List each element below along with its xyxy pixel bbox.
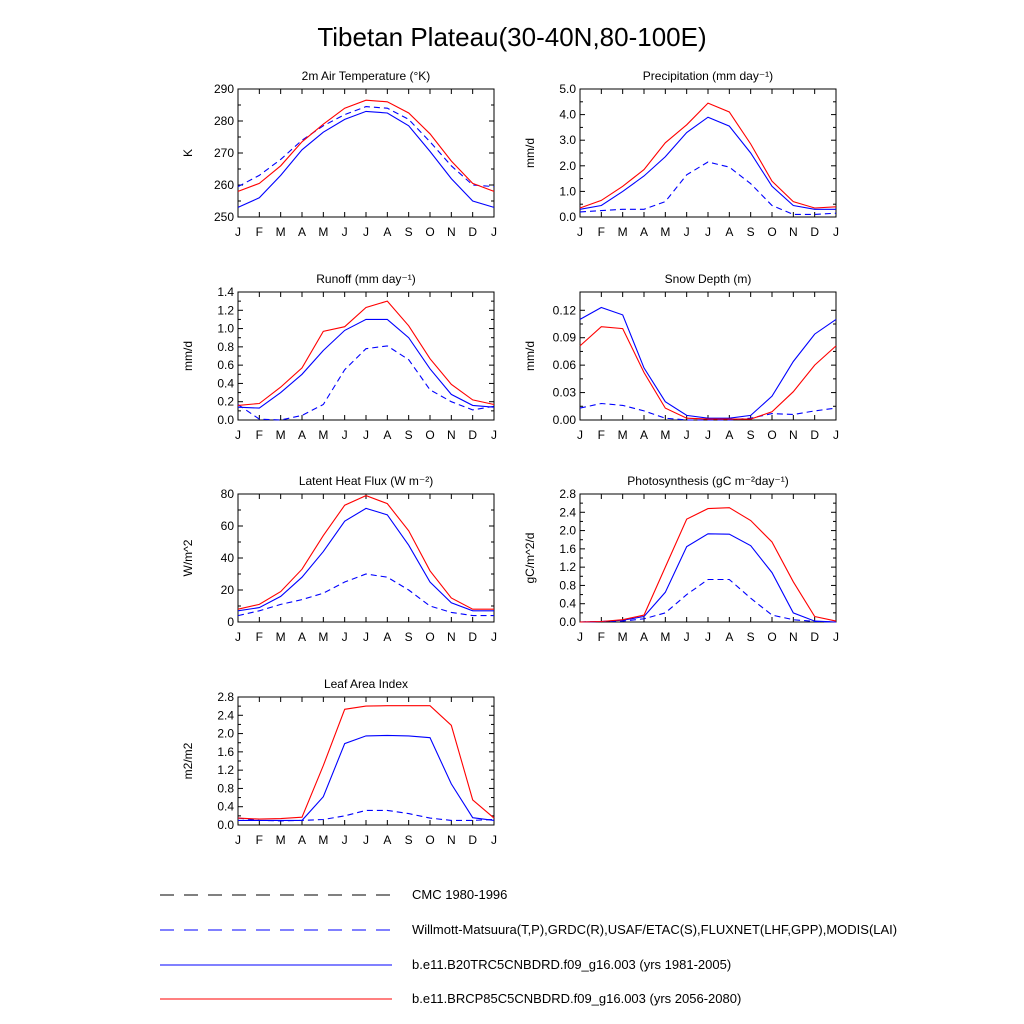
x-tick-label: S xyxy=(404,225,413,239)
y-tick-label: 1.2 xyxy=(559,560,576,575)
panel-snow-depth xyxy=(523,272,839,442)
x-tick-label: F xyxy=(255,225,264,239)
panel-runoff xyxy=(181,272,497,442)
x-tick-label: O xyxy=(425,833,435,847)
x-tick-label: S xyxy=(404,428,413,442)
x-tick-label: M xyxy=(617,630,628,644)
x-tick-label: J xyxy=(683,428,690,442)
x-tick-label: J xyxy=(491,630,497,644)
x-tick-label: O xyxy=(767,630,777,644)
x-tick-label: J xyxy=(363,630,369,644)
y-tick-label: 1.6 xyxy=(559,541,576,556)
y-tick-label: 0.12 xyxy=(552,303,576,318)
y-tick-label: 1.2 xyxy=(217,303,234,318)
x-tick-label: J xyxy=(363,225,369,239)
x-tick-label: D xyxy=(468,225,478,239)
x-tick-label: J xyxy=(705,630,711,644)
panel-latent-heat-flux xyxy=(181,474,497,644)
x-tick-label: A xyxy=(297,833,307,847)
legend-label: b.e11.BRCP85C5CNBDRD.f09_g16.003 (yrs 2056-2080) xyxy=(412,991,742,1006)
x-tick-label: A xyxy=(725,630,734,644)
x-tick-label: N xyxy=(446,833,456,847)
y-tick-label: 0.09 xyxy=(552,330,576,345)
series-line xyxy=(238,346,494,420)
series-line xyxy=(238,111,494,207)
panel-title xyxy=(316,272,415,286)
y-tick-label: 2.0 xyxy=(559,523,576,538)
x-tick-label: J xyxy=(363,428,369,442)
series-line xyxy=(580,534,836,622)
y-tick-label: 5.0 xyxy=(559,82,576,96)
y-tick-label: 0.8 xyxy=(217,781,234,796)
legend-label: Willmott-Matsuura(T,P),GRDC(R),USAF/ETAC(S),FLUXNET(LHF,GPP),MODIS(LAI) xyxy=(412,922,898,937)
series-line xyxy=(238,496,494,610)
panel-title xyxy=(324,677,408,691)
x-tick-label: A xyxy=(383,630,392,644)
y-tick-label: 2.8 xyxy=(559,487,576,501)
panel-title-text: Precipitation xyxy=(642,69,709,83)
legend-label: CMC 1980-1996 xyxy=(412,887,508,902)
x-tick-label: M xyxy=(660,630,671,644)
y-tick-label: 0.2 xyxy=(217,394,234,409)
x-tick-label: D xyxy=(468,428,478,442)
x-tick-label: A xyxy=(297,630,307,644)
panel-title xyxy=(627,474,788,488)
x-tick-label: D xyxy=(810,428,820,442)
y-tick-label: 60 xyxy=(220,519,234,533)
panel-title-unit: (mm day⁻¹) xyxy=(708,69,774,83)
x-tick-label: S xyxy=(404,833,413,847)
x-tick-label: M xyxy=(318,225,329,239)
y-tick-label: 80 xyxy=(220,487,234,501)
x-tick-label: J xyxy=(683,630,690,644)
y-tick-label: 0.03 xyxy=(552,385,576,400)
x-tick-label: M xyxy=(660,428,671,442)
panel-title-text: Latent Heat Flux xyxy=(298,474,387,488)
y-tick-label: 4.0 xyxy=(559,107,576,122)
x-tick-label: D xyxy=(810,630,820,644)
x-tick-label: F xyxy=(255,428,264,442)
x-tick-label: J xyxy=(491,428,497,442)
x-tick-label: J xyxy=(833,225,839,239)
plot-frame xyxy=(580,89,836,217)
y-tick-label: 1.4 xyxy=(217,285,234,299)
x-tick-label: N xyxy=(446,225,456,239)
series-line xyxy=(580,308,836,419)
x-tick-label: M xyxy=(275,428,286,442)
y-tick-label: 2.8 xyxy=(217,690,234,704)
x-tick-label: J xyxy=(363,833,369,847)
series-line xyxy=(580,327,836,419)
x-tick-label: S xyxy=(746,225,755,239)
panel-title-unit: (m) xyxy=(730,272,752,286)
x-tick-label: A xyxy=(725,225,734,239)
panel-title xyxy=(299,474,433,488)
x-tick-label: O xyxy=(425,225,435,239)
y-tick-label: 0.0 xyxy=(217,413,234,427)
x-tick-label: M xyxy=(617,428,628,442)
series-line xyxy=(238,706,494,819)
x-tick-label: N xyxy=(788,630,798,644)
panel-title-unit: (°K) xyxy=(406,69,431,83)
x-tick-label: O xyxy=(767,225,777,239)
y-tick-label: 1.0 xyxy=(559,184,576,199)
x-tick-label: A xyxy=(297,225,307,239)
series-line xyxy=(238,107,494,187)
panel-photosynthesis xyxy=(523,474,839,644)
y-tick-label: 1.6 xyxy=(217,744,234,759)
y-axis-label: mm/d xyxy=(523,341,537,371)
x-tick-label: N xyxy=(446,428,456,442)
y-tick-label: 280 xyxy=(213,114,234,128)
panel-precipitation xyxy=(523,69,839,239)
x-tick-label: F xyxy=(255,630,264,644)
x-tick-label: M xyxy=(318,428,329,442)
x-tick-label: A xyxy=(639,428,649,442)
y-tick-label: 2.4 xyxy=(559,505,576,520)
x-tick-label: J xyxy=(341,225,348,239)
y-tick-label: 2.0 xyxy=(217,726,234,741)
legend-item xyxy=(160,957,731,972)
x-tick-label: J xyxy=(833,630,839,644)
y-tick-label: 0.8 xyxy=(559,578,576,593)
y-tick-label: 0.0 xyxy=(559,210,576,224)
figure-title: Tibetan Plateau(30-40N,80-100E) xyxy=(317,22,707,52)
x-tick-label: J xyxy=(235,428,241,442)
x-tick-label: S xyxy=(746,630,755,644)
x-tick-label: J xyxy=(577,428,583,442)
x-tick-label: A xyxy=(383,225,392,239)
x-tick-label: J xyxy=(491,225,497,239)
series-line xyxy=(580,103,836,208)
x-tick-label: N xyxy=(788,428,798,442)
x-tick-label: S xyxy=(746,428,755,442)
series-line xyxy=(238,301,494,405)
series-line xyxy=(238,508,494,610)
x-tick-label: F xyxy=(255,833,264,847)
x-tick-label: A xyxy=(383,428,392,442)
x-tick-label: J xyxy=(341,833,348,847)
panel-2m-air-temperature xyxy=(181,69,497,239)
plot-frame xyxy=(238,697,494,825)
legend-item xyxy=(160,991,741,1006)
x-tick-label: J xyxy=(235,833,241,847)
y-tick-label: 0.00 xyxy=(552,413,576,427)
legend xyxy=(160,887,897,1006)
x-tick-label: J xyxy=(341,630,348,644)
y-tick-label: 40 xyxy=(220,551,234,565)
y-tick-label: 0.4 xyxy=(559,596,576,611)
y-tick-label: 0.0 xyxy=(217,818,234,832)
y-tick-label: 270 xyxy=(213,146,234,160)
y-tick-label: 2.0 xyxy=(559,158,576,173)
x-tick-label: A xyxy=(297,428,307,442)
legend-item xyxy=(160,887,507,902)
y-tick-label: 250 xyxy=(213,210,234,224)
plot-frame xyxy=(238,89,494,217)
series-line xyxy=(580,508,836,622)
panel-leaf-area-index xyxy=(181,677,497,847)
panel-title-text: 2m Air Temperature xyxy=(301,69,407,83)
y-tick-label: 2.4 xyxy=(217,708,234,723)
x-tick-label: J xyxy=(833,428,839,442)
x-tick-label: O xyxy=(425,630,435,644)
x-tick-label: M xyxy=(318,833,329,847)
x-tick-label: A xyxy=(383,833,392,847)
x-tick-label: J xyxy=(577,225,583,239)
panel-title-unit: (gC m⁻²day⁻¹) xyxy=(708,474,789,488)
series-line xyxy=(580,580,836,623)
x-tick-label: D xyxy=(810,225,820,239)
x-tick-label: J xyxy=(341,428,348,442)
y-tick-label: 1.0 xyxy=(217,321,234,336)
x-tick-label: A xyxy=(639,630,649,644)
x-tick-label: S xyxy=(404,630,413,644)
x-tick-label: J xyxy=(705,225,711,239)
y-tick-label: 0.8 xyxy=(217,339,234,354)
x-tick-label: M xyxy=(617,225,628,239)
panel-title-text: Photosynthesis xyxy=(627,474,709,488)
x-tick-label: A xyxy=(725,428,734,442)
panel-title xyxy=(302,69,431,83)
legend-item xyxy=(160,922,897,937)
panel-title-text: Snow Depth xyxy=(664,272,731,286)
x-tick-label: A xyxy=(639,225,649,239)
y-axis-label: mm/d xyxy=(523,138,537,168)
x-tick-label: J xyxy=(491,833,497,847)
x-tick-label: D xyxy=(468,833,478,847)
y-axis-label: m2/m2 xyxy=(181,742,195,780)
x-tick-label: O xyxy=(425,428,435,442)
x-tick-label: J xyxy=(235,630,241,644)
y-axis-label: W/m^2 xyxy=(181,539,195,577)
y-axis-label: K xyxy=(181,148,195,158)
y-tick-label: 260 xyxy=(213,178,234,192)
x-tick-label: M xyxy=(275,630,286,644)
x-tick-label: M xyxy=(660,225,671,239)
y-tick-label: 0.4 xyxy=(217,376,234,391)
x-tick-label: J xyxy=(705,428,711,442)
x-tick-label: D xyxy=(468,630,478,644)
plot-frame xyxy=(238,494,494,622)
plot-frame xyxy=(238,292,494,420)
panel-title-text: Leaf Area Index xyxy=(323,677,409,691)
y-tick-label: 3.0 xyxy=(559,133,576,148)
panel-title-text: Runoff xyxy=(316,272,352,286)
x-tick-label: O xyxy=(767,428,777,442)
panel-title xyxy=(665,272,752,286)
y-tick-label: 1.2 xyxy=(217,763,234,778)
y-axis-label: gC/m^2/d xyxy=(523,532,537,584)
series-line xyxy=(238,319,494,408)
x-tick-label: F xyxy=(597,428,606,442)
x-tick-label: F xyxy=(597,225,606,239)
x-tick-label: F xyxy=(597,630,606,644)
x-tick-label: N xyxy=(446,630,456,644)
y-tick-label: 0 xyxy=(227,615,234,629)
x-tick-label: M xyxy=(275,225,286,239)
x-tick-label: M xyxy=(275,833,286,847)
x-tick-label: N xyxy=(788,225,798,239)
series-line xyxy=(238,810,494,821)
y-tick-label: 0.4 xyxy=(217,799,234,814)
y-axis-label: mm/d xyxy=(181,341,195,371)
series-line xyxy=(238,735,494,820)
x-tick-label: J xyxy=(235,225,241,239)
panels xyxy=(181,69,839,847)
series-line xyxy=(238,100,494,191)
series-line xyxy=(580,117,836,209)
panel-title-unit: (mm day⁻¹) xyxy=(351,272,416,286)
panel-title xyxy=(643,69,773,83)
y-tick-label: 0.6 xyxy=(217,358,234,373)
y-tick-label: 0.0 xyxy=(559,615,576,629)
y-tick-label: 0.06 xyxy=(552,358,576,373)
x-tick-label: M xyxy=(318,630,329,644)
legend-label: b.e11.B20TRC5CNBDRD.f09_g16.003 (yrs 1981-2005) xyxy=(412,957,732,972)
panel-title-unit: (W m⁻²) xyxy=(386,474,434,488)
x-tick-label: J xyxy=(577,630,583,644)
plot-frame xyxy=(580,494,836,622)
y-tick-label: 290 xyxy=(213,82,234,96)
x-tick-label: J xyxy=(683,225,690,239)
y-tick-label: 20 xyxy=(220,583,234,597)
